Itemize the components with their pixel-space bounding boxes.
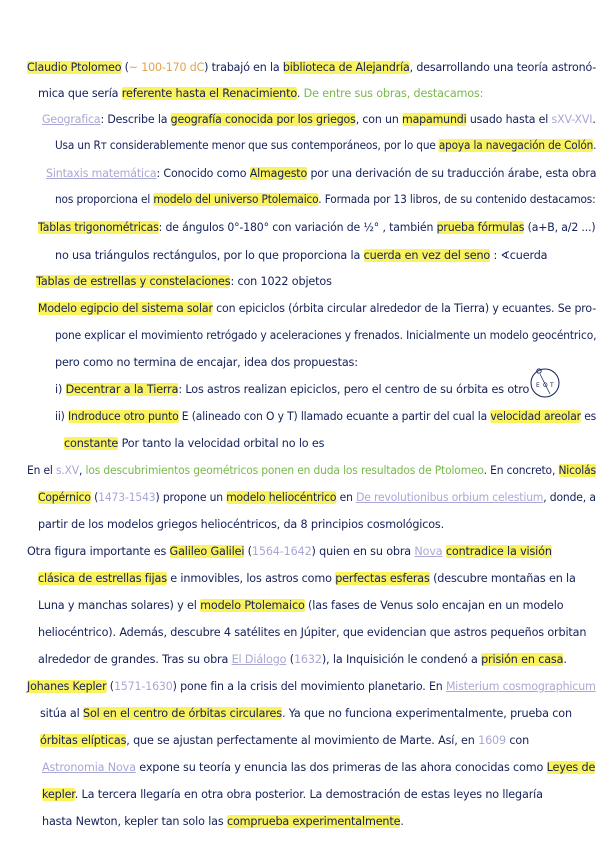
highlighted-term: modelo Ptolemaico [200,599,305,612]
date-text: 1473-1543 [98,491,156,504]
text-segment: Luna y manchas solares) y el [38,599,201,612]
text-segment: : ∢cuerda [490,249,548,262]
text-segment: mica que sería [38,87,122,100]
ecuante-diagram [528,366,562,400]
highlighted-term: Modelo egipcio del sistema solar [38,302,213,315]
text-segment: alrededor de grandes. Tras su obra [38,653,232,666]
highlighted-term: Galileo Galilei [169,545,245,558]
text-segment: expone su teoría y enuncia las dos primeras de las ahora conocidas como [135,761,547,774]
highlighted-term: Indroduce otro punto [68,410,179,423]
text-line [38,490,596,506]
date-text: 1571-1630 [113,680,173,693]
highlighted-term: kepler [42,788,75,801]
text-line [55,409,596,425]
text-segment: no usa triángulos rectángulos, por lo que proporciona la [55,249,364,262]
text-segment: . Formada por 13 libros, de su contenido destacamos: [318,193,596,206]
highlighted-term: órbitas elípticas [40,734,127,747]
text-line [27,679,596,695]
text-segment: usado hasta el [466,113,552,126]
text-segment: ( [90,491,99,504]
highlighted-term: referente hasta el Renacimiento [121,87,297,100]
highlighted-term: Johanes Kepler [27,680,107,693]
text-segment: (las fases de Venus solo encajan en un modelo [304,599,564,612]
text-segment: Usa un Rт considerablemente menor que sus contemporáneos, por lo que [55,139,439,152]
text-line [40,706,572,722]
highlighted-term: Decentrar a la Tierra [65,383,179,396]
text-segment: ) trabajó en la [204,61,283,74]
highlighted-term: prueba fórmulas [436,221,525,234]
text-segment: . En concreto, [483,464,559,477]
text-segment: i) [55,383,66,396]
highlighted-term: contradice la visión [445,545,552,558]
text-segment: . Ya que no funciona experimentalmente, prueba con [281,707,572,720]
text-line [38,220,596,236]
work-title: De revolutionibus orbium celestium [356,491,544,504]
highlighted-term: geografía conocida por los griegos [170,113,356,126]
work-title: Sintaxis matemática [46,167,157,180]
work-title: Misterium cosmographicum [445,680,596,693]
work-title: Nova [414,545,443,558]
text-segment: . [592,113,596,126]
text-segment: sitúa al [40,707,83,720]
highlighted-term: mapamundi [402,113,467,126]
highlighted-term: Tablas trigonométricas [38,221,159,234]
highlighted-term: clásica de estrellas fijas [38,572,167,585]
text-line [64,436,324,452]
text-line [36,274,332,290]
text-segment: ) quien en su obra [311,545,415,558]
text-segment: , que se ajustan perfectamente al movimiento de Marte. Así, en [126,734,479,747]
diagram-label-t: T [550,382,554,389]
highlighted-term: Claudio Ptolomeo [27,61,122,74]
text-line [40,733,529,749]
text-line [38,517,444,533]
highlighted-term: apoya la navegación de Colón [438,139,594,152]
text-segment: : Los astros realizan epiciclos, pero el centro de su órbita es otro [178,383,530,396]
highlighted-term: biblioteca de Alejandría [282,61,410,74]
text-segment: ( [121,61,129,74]
text-segment: : de ángulos 0°-180° con variación de ½° , también [158,221,437,234]
date-text: s.XV [55,464,80,477]
text-line [55,328,596,344]
text-line [27,544,552,560]
highlighted-term: Leyes de [546,761,596,774]
highlighted-term: constante [64,437,119,450]
text-line [42,787,543,803]
text-segment: ii) [55,410,69,423]
text-segment: ( [106,680,114,693]
highlighted-term: Sol en el centro de órbitas circulares [83,707,282,720]
text-segment: : Describe la [100,113,171,126]
highlighted-term: Tablas de estrellas y constelaciones [36,275,231,288]
text-segment: por una derivación de su traducción árabe, esta obra [307,167,597,180]
diagram-label-e: E [536,382,540,389]
green-note: los descubrimientos geométricos ponen en duda los resultados de Ptolomeo [85,464,484,477]
text-segment: pero como no termina de encajar, idea dos propuestas: [55,356,358,369]
date-range: ~ 100-170 dC [128,61,205,74]
text-segment: ) pone fin a la crisis del movimiento planetario. En [172,680,446,693]
highlighted-term: comprueba experimentalmente [226,815,401,828]
text-segment: En el [27,464,56,477]
text-line [55,192,596,208]
text-segment: es [580,410,597,423]
text-segment: Otra figura importante es [27,545,170,558]
text-segment: (descubre montañas en la [429,572,576,585]
text-line [46,166,596,182]
text-segment: ) propone un [155,491,227,504]
text-segment: (a+B, a/2 ...) [524,221,596,234]
diagram-label-o: O [543,382,548,389]
text-line [27,60,596,76]
text-line [42,760,595,776]
highlighted-term: Almagesto [249,167,308,180]
text-segment: ( [244,545,252,558]
text-line [38,652,567,668]
text-segment: , con un [355,113,403,126]
text-segment: . [593,139,597,152]
highlighted-term: prisión en casa [481,653,564,666]
text-segment: ( [286,653,294,666]
text-segment: . La tercera llegaría en otra obra posterior. La demostración de estas leyes no llegaría [74,788,543,801]
text-line [27,463,596,479]
highlighted-term: Nicolás [558,464,596,477]
text-segment: con [506,734,530,747]
date-text: 1609 [478,734,506,747]
highlighted-term: cuerda en vez del seno [363,249,491,262]
text-line [55,355,358,371]
text-segment: hasta Newton, kepler tan solo las [42,815,227,828]
text-segment: heliocéntrico). Además, descubre 4 satélites en Júpiter, que evidencian que astros pequeños orbitan [38,626,587,639]
text-line [55,138,596,154]
text-segment: nos proporciona el [55,193,154,206]
text-line [38,86,483,102]
text-segment: . [563,653,567,666]
date-text: 1564-1642 [251,545,312,558]
text-line [38,301,596,317]
text-segment: . [400,815,404,828]
text-segment: pone explicar el movimiento retrógado y aceleraciones y frenados. Inicialmente un modelo geocéntrico, [55,329,597,342]
highlighted-term: velocidad areolar [490,410,581,423]
text-segment: , desarrollando una teoría astronó- [409,61,597,74]
text-segment: Por tanto la velocidad orbital no lo es [118,437,325,450]
text-line [38,625,586,641]
text-segment: ), la Inquisición le condenó a [321,653,482,666]
text-segment: e inmovibles, los astros como [166,572,336,585]
text-line [55,382,529,398]
text-segment: en [336,491,357,504]
text-line [38,571,576,587]
highlighted-term: modelo del universo Ptolemaico [153,193,319,206]
text-segment: : con 1022 objetos [230,275,332,288]
text-segment: partir de los modelos griegos heliocéntricos, da 8 principios cosmológicos. [38,518,445,531]
date-text: 1632 [293,653,322,666]
work-title: Geografica [42,113,101,126]
text-segment: E (alineado con O y T) llamado ecuante a partir del cual la [178,410,491,423]
text-segment: . [296,87,304,100]
text-segment: , donde, a [543,491,596,504]
highlighted-term: modelo heliocéntrico [226,491,337,504]
green-note: De entre sus obras, destacamos: [303,87,484,100]
work-title: Astronomia Nova [42,761,136,774]
text-segment: : Conocido como [156,167,250,180]
text-line [38,598,563,614]
text-line [55,248,547,264]
highlighted-term: Copérnico [38,491,91,504]
text-segment: con epiciclos (órbita circular alrededor de la Tierra) y ecuantes. Se pro- [212,302,597,315]
text-line [42,112,596,128]
date-text: sXV-XVI [551,113,593,126]
text-segment: , [79,464,86,477]
text-line [42,814,404,830]
work-title: El Diálogo [231,653,287,666]
highlighted-term: perfectas esferas [335,572,430,585]
